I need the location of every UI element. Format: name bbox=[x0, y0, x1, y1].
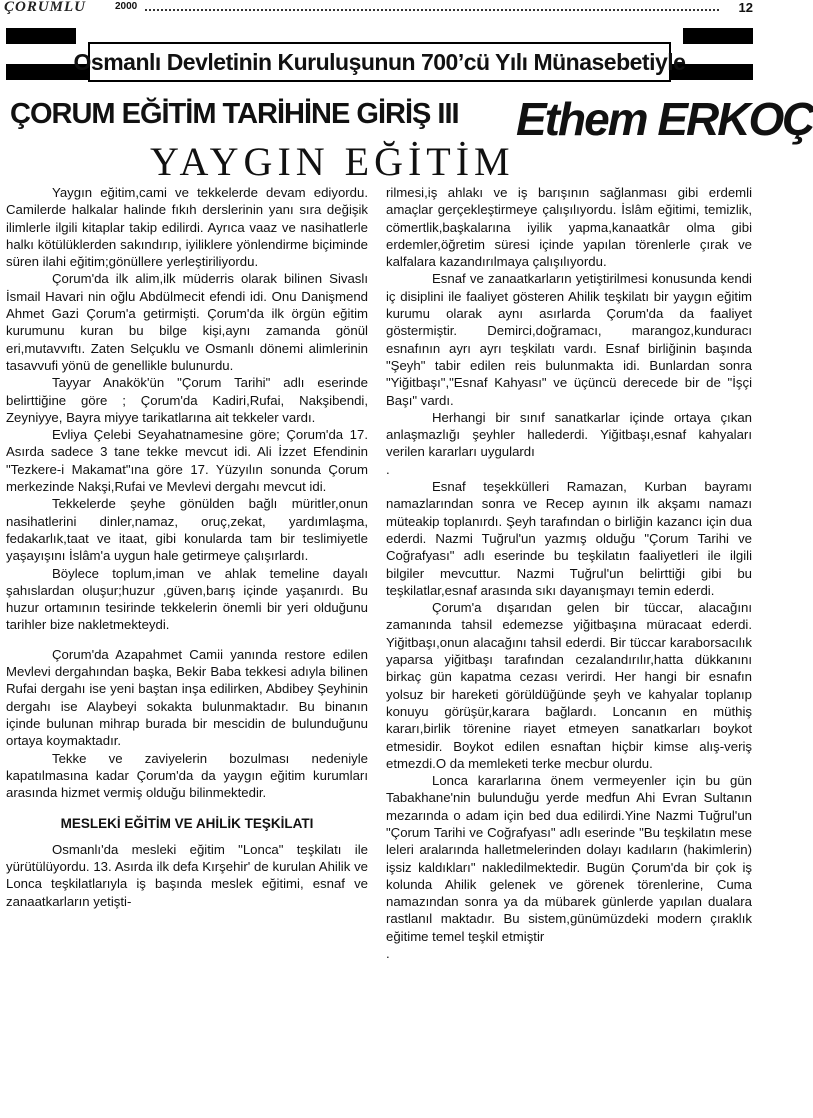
paragraph: Herhangi bir sınıf sanatkarlar içinde ortaya çıkan anlaşmazlığı şeyhler hallederdi. Yiğitbaşı,esnaf kahyaları verilen kararları uygulardı bbox=[386, 409, 752, 460]
paragraph: Esnaf ve zanaatkarların yetiştirilmesi konusunda kendi iç disiplini ile faaliyet gösteren Ahilik teşkilatı bir yaygın eğitim kurumu olarak aynı asırlarda Çorum'da da faaliyet göstermiştir. Demirci,doğramacı, marangoz,kunduracı esnafının ayrı ayrı teşkilatı vardı. Esnaf birliğinin başında "Şeyh" tabir edilen reis bulunmakta idi. Bunlardan sonra "Yiğitbaşı","Esnaf Kahyası" ve üçüncü derecede bir de "İşçi Başı" vardı. bbox=[386, 271, 752, 408]
paragraph: Tekke ve zaviyelerin bozulması nedeniyle kapatılmasına kadar Çorum'da da yaygın eğitim kurumları arasında hizmet vermiş olduğu bilinmektedir. bbox=[6, 750, 368, 801]
banner-bar-right-top bbox=[683, 28, 753, 44]
paragraph: Lonca kararlarına önem vermeyenler için bu gün Tabakhane'nin bulunduğu yerde medfun Ahi Evran Sultanın mezarında o adam için bed dua edilirdi.Yine Nazmi Tuğrul'un "Çorum Tarihi ve Coğrafyası" adlı eserinde "Bu teşkilatın mese leleri aralarında halletmelerinden dolayı kadıların (hakimlerin) işsiz kaldıkları" nakledilmektedir. Bugün Çorum'da bir çok iş kolunda Ahilik gelenek ve görenek törenlerine, Cuma namazından sonra ya da mübarek günlerde yapılan dualara rastlanıl maktadır. Bu sistem,günümüzdeki modern çıraklık eğitime temel teşkil etmiştir bbox=[386, 773, 752, 944]
banner bbox=[0, 28, 759, 86]
issue-year: 2000 bbox=[115, 1, 138, 12]
paragraph: Tekkelerde şeyhe gönülden bağlı müritler,onun nasihatlerini dinler,namaz, oruç,zekat, yardımlaşma, fedakarlık,taat ve itaat, gibi konularda tam bir teslimiyetle yaşayışını İslâm'a uygun hale getirmeye çalışırlardı. bbox=[6, 496, 368, 564]
page-number: 12 bbox=[738, 0, 753, 15]
section-heading: MESLEKİ EĞİTİM VE AHİLİK TEŞKİLATI bbox=[60, 816, 314, 832]
page-header bbox=[0, 0, 759, 20]
paragraph: rilmesi,iş ahlakı ve iş barışının sağlanması gibi erdemli amaçlar gerçekleştirmeye çalışılıyordu. İslâm eğitimi, temizlik, cömertlik,başkalarına iyilik yapma,kanaatkâr olma gibi erdemler,öğretim süresi içinde yapılan törenlerle çırak ve kalfalara kazandırılmaya çalışılıyordu. bbox=[386, 185, 752, 270]
paragraph: Böylece toplum,iman ve ahlak temeline dayalı şahıslardan oluşur;huzur ,güven,barış içinde yaşanırdı. Bu huzur ortamının tesirinde tekkelerin önemli bir yeri olduğunu tarihler bize nakletmekteydi. bbox=[6, 565, 368, 633]
paragraph-dot: . bbox=[386, 946, 390, 962]
article-subtitle: YAYGIN EĞİTİM bbox=[150, 139, 515, 184]
paragraph: Esnaf teşekkülleri Ramazan, Kurban bayramı namazlarından sonra ve Recep ayının ilk akşamı namazı müteakip toplanırdı. Şeyh tarafından o birliğin kazancı için dua ederdi. Nazmi Tuğrul'un yazmış olduğu "Çorum Tarihi ve Coğrafyası" adlı eserinde bu teşkilatın faaliyetleri ile ilgili bilgiler mevcuttur. Nazmi Tuğrul'un belirttiği gibi bu teşkilatlar,esnaf arasında sıkı dayanışmayı temin ederdi. bbox=[386, 479, 752, 598]
paragraph: Evliya Çelebi Seyahatnamesine göre; Çorum'da 17. Asırda sadece 3 tane tekke mevcut idi. Ali İzzet Efendinin "Tezkere-i Makamat"ına göre 17. Yüzyılın sonunda Çorum merkezinde Nakşi,Rufai ve Mevlevi dergahı mevcut idi. bbox=[6, 427, 368, 495]
header-dotted-rule bbox=[145, 9, 719, 11]
banner-bar-left-top bbox=[6, 28, 76, 44]
paragraph: Osmanlı'da mesleki eğitim "Lonca" teşkilatı ile yürütülüyordu. 13. Asırda ilk defa Kırşehir' de kurulan Ahilik ve Lonca teşkilatlarıyla iş başında meslek eğitimi, esnaf ve zanaatkarların yetişti- bbox=[6, 841, 368, 909]
left-column bbox=[6, 184, 368, 910]
paragraph-dot: . bbox=[386, 461, 390, 477]
article-author: Ethem ERKOÇ bbox=[516, 93, 813, 145]
masthead: ÇORUMLU bbox=[4, 0, 87, 15]
paragraph: Çorum'da ilk alim,ilk müderris olarak bilinen Sivaslı İsmail Havari nin oğlu Abdülmecit efendi idi. Onu Danişmend Ahmet Gazi Çorum'a getirmişti. Çorum'da ilk örgün eğitim kurumunu kuran bu bilge kişi,aynı zamanda gönül eri,mutavvıftı. Zaten Selçuklu ve Osmanlı dönemi alimlerinin tasavvufi yönü de genellikle bulunurdu. bbox=[6, 271, 368, 373]
right-column bbox=[386, 184, 752, 962]
paragraph: Tayyar Anakök'ün "Çorum Tarihi" adlı eserinde belirttiğine göre ; Çorum'da Kadiri,Rufai, Nakşibendi, Zeyniyye, Bayra miyye tarikatlarına ait tekkeler vardı. bbox=[6, 375, 368, 425]
banner-text: Osmanlı Devletinin Kuruluşunun 700’cü Yılı Münasebetiyle bbox=[73, 48, 686, 75]
paragraph: Yaygın eğitim,cami ve tekkelerde devam ediyordu. Camilerde halkalar halinde fıkıh derslerinin yanı sıra değişik ilimlerle ilgili kitaplar takip edilirdi. Ayrıca vaaz ve nasihatlerle halkı kötülüklerden sakındırıp, iyiliklere yönlendirme biçiminde süren ilahi eğitim;gönüllere yerleştiriliyordu. bbox=[6, 185, 368, 270]
banner-box bbox=[73, 42, 686, 82]
paragraph: Çorum'a dışarıdan gelen bir tüccar, alacağını zamanında tahsil edemezse yiğitbaşına müracaat ederdi. Yiğitbaşı,onun alacağını tahsil ederdi. Bir tüccar karaborsacılık yaparsa yiğitbaşı tarafından cezalandırılır,hatta dükkanını birkaç gün kapatma cezası verirdi. Her hangi bir esnafın yolsuz bir hareketi görüldüğünde şeyh ve kahyalar toplanıp konuyu görüşür,karara bağlardı. Loncanın en müthiş kararı,birlik törenine riayet etmeyen sanatkarları boykot etmesidir. Boykot edilen esnaftan hiçbir kimse alış-veriş etmezdi.O da memleketi terke mecbur olurdu. bbox=[386, 600, 752, 771]
paragraph: Çorum'da Azapahmet Camii yanında restore edilen Mevlevi dergahından başka, Bekir Baba tekkesi adıyla bilinen Rufai dergahı ise yeni baştan inşa edilirken, Abdibey Şeyhinin dergahı ise Alaybeyi sokakta bulunmaktadır. Bu binanın içinde bulunan mihrap burada bir mescidin de bulunduğunu ortaya koymaktadır. bbox=[6, 646, 368, 749]
article-title: ÇORUM EĞİTİM TARİHİNE GİRİŞ III bbox=[10, 98, 459, 130]
